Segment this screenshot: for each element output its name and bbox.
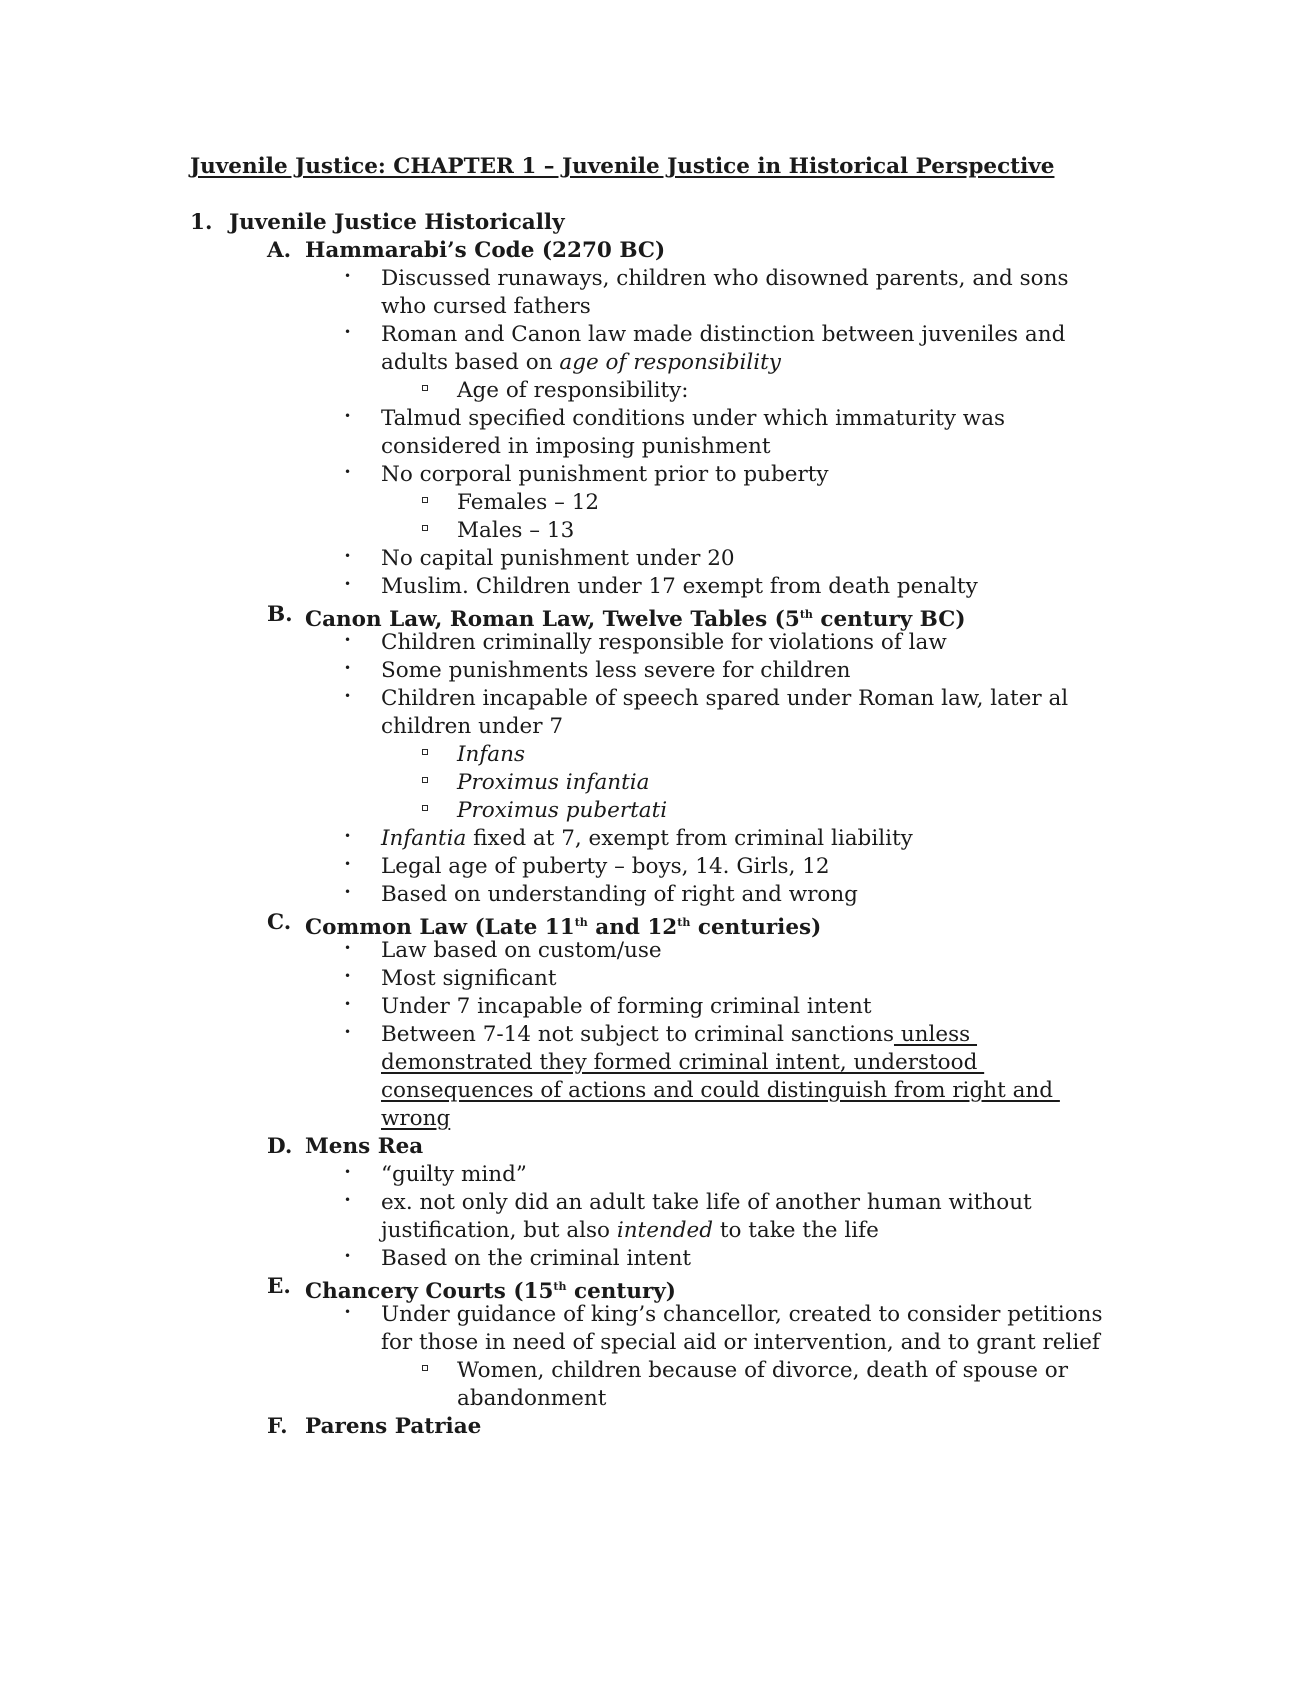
underlined-text: demonstrated they formed criminal intent, understood — [381, 1050, 985, 1075]
square-bullet-icon — [422, 777, 428, 783]
list-item: Roman and Canon law made distinction between juveniles and — [381, 322, 1066, 347]
list-item: Talmud specified conditions under which immaturity was — [381, 406, 1006, 431]
text-run: justification, but also — [381, 1218, 617, 1243]
bullet-icon: • — [344, 941, 352, 955]
emphasis-text: Infantia — [381, 826, 467, 851]
square-bullet-icon — [422, 805, 428, 811]
list-item-continuation — [381, 348, 781, 377]
square-bullet-icon — [422, 497, 428, 503]
subsection-letter-a: A. — [267, 238, 292, 263]
text-run: adults based on — [381, 350, 560, 375]
square-bullet-icon — [422, 1365, 428, 1371]
underlined-text: consequences of actions and could distinguish from right and — [381, 1078, 1060, 1103]
list-item: Muslim. Children under 17 exempt from death penalty — [381, 574, 978, 599]
bullet-icon: • — [344, 885, 352, 899]
section-number: 1. — [190, 210, 213, 235]
text-run: centuries) — [690, 915, 822, 941]
bullet-icon: • — [344, 969, 352, 983]
list-item: Most significant — [381, 966, 557, 991]
bullet-icon: • — [344, 857, 352, 871]
list-item: Discussed runaways, children who disowned parents, and sons — [381, 266, 1069, 291]
text-run: Between 7-14 not subject to criminal sanctions — [381, 1022, 894, 1047]
list-item: No corporal punishment prior to puberty — [381, 462, 829, 487]
subsection-heading-f: Parens Patriae — [305, 1414, 482, 1439]
list-item: Under 7 incapable of forming criminal intent — [381, 994, 872, 1019]
list-item — [381, 824, 913, 853]
list-item: Based on understanding of right and wrong — [381, 882, 858, 907]
bullet-icon: • — [344, 661, 352, 675]
underlined-text: wrong — [381, 1106, 451, 1131]
bullet-icon: • — [344, 1025, 352, 1039]
subsection-letter-c: C. — [267, 910, 292, 935]
list-item: Under guidance of king’s chancellor, created to consider petitions — [381, 1302, 1103, 1327]
square-bullet-icon — [422, 525, 428, 531]
superscript: th — [553, 1280, 567, 1293]
superscript: th — [574, 916, 588, 929]
text-run: century BC) — [812, 607, 966, 633]
text-run: and 12 — [587, 915, 678, 941]
text-run: Canon Law, Roman Law, Twelve Tables (5 — [305, 607, 800, 633]
text-run: Chancery Courts (15 — [305, 1279, 554, 1305]
subsection-letter-e: E. — [267, 1274, 291, 1299]
subsection-letter-d: D. — [267, 1134, 293, 1159]
emphasis-text: age of responsibility — [559, 350, 781, 375]
sub-list-item: Women, children because of divorce, death of spouse or — [457, 1358, 1069, 1383]
list-item: “guilty mind” — [381, 1162, 527, 1187]
sub-list-item: Proximus infantia — [457, 770, 650, 795]
document-title: Juvenile Justice: CHAPTER 1 – Juvenile Justice in Historical Perspective — [190, 154, 1055, 179]
sub-list-item: Age of responsibility: — [457, 378, 689, 403]
text-run: Common Law (Late 11 — [305, 915, 575, 941]
list-item — [381, 1020, 977, 1049]
list-item: ex. not only did an adult take life of another human without — [381, 1190, 1032, 1215]
subsection-heading-d: Mens Rea — [305, 1134, 424, 1159]
bullet-icon: • — [344, 1305, 352, 1319]
bullet-icon: • — [344, 997, 352, 1011]
list-item-continuation: considered in imposing punishment — [381, 434, 771, 459]
list-item: Children incapable of speech spared under Roman law, later al — [381, 686, 1069, 711]
list-item: Based on the criminal intent — [381, 1246, 692, 1271]
bullet-icon: • — [344, 269, 352, 283]
bullet-icon: • — [344, 409, 352, 423]
superscript: th — [677, 916, 691, 929]
subsection-letter-f: F. — [267, 1414, 288, 1439]
bullet-icon: • — [344, 1193, 352, 1207]
bullet-icon: • — [344, 325, 352, 339]
sub-list-item: Females – 12 — [457, 490, 600, 515]
list-item-continuation: for those in need of special aid or intervention, and to grant relief — [381, 1330, 1100, 1355]
bullet-icon: • — [344, 829, 352, 843]
sub-list-item-continuation: abandonment — [457, 1386, 607, 1411]
bullet-icon: • — [344, 577, 352, 591]
list-item: Children criminally responsible for violations of law — [381, 630, 947, 655]
text-run: to take the life — [713, 1218, 879, 1243]
list-item-continuation: who cursed fathers — [381, 294, 591, 319]
list-item: Some punishments less severe for children — [381, 658, 851, 683]
section-heading: Juvenile Justice Historically — [229, 210, 565, 235]
text-run: century) — [566, 1279, 676, 1305]
bullet-icon: • — [344, 465, 352, 479]
sub-list-item: Proximus pubertati — [457, 798, 668, 823]
bullet-icon: • — [344, 549, 352, 563]
subsection-heading-a: Hammarabi’s Code (2270 BC) — [305, 238, 666, 263]
square-bullet-icon — [422, 385, 428, 391]
bullet-icon: • — [344, 689, 352, 703]
list-item: No capital punishment under 20 — [381, 546, 735, 571]
list-item-continuation — [381, 1216, 879, 1245]
square-bullet-icon — [422, 749, 428, 755]
bullet-icon: • — [344, 1249, 352, 1263]
sub-list-item: Infans — [457, 742, 525, 767]
bullet-icon: • — [344, 633, 352, 647]
subsection-letter-b: B. — [267, 602, 293, 627]
list-item-continuation: children under 7 — [381, 714, 564, 739]
text-run: fixed at 7, exempt from criminal liability — [466, 826, 913, 851]
emphasis-text: intended — [616, 1218, 714, 1243]
list-item: Legal age of puberty – boys, 14. Girls, 12 — [381, 854, 830, 879]
sub-list-item: Males – 13 — [457, 518, 575, 543]
underlined-text: unless — [893, 1022, 978, 1047]
list-item: Law based on custom/use — [381, 938, 662, 963]
superscript: th — [799, 608, 813, 621]
bullet-icon: • — [344, 1165, 352, 1179]
